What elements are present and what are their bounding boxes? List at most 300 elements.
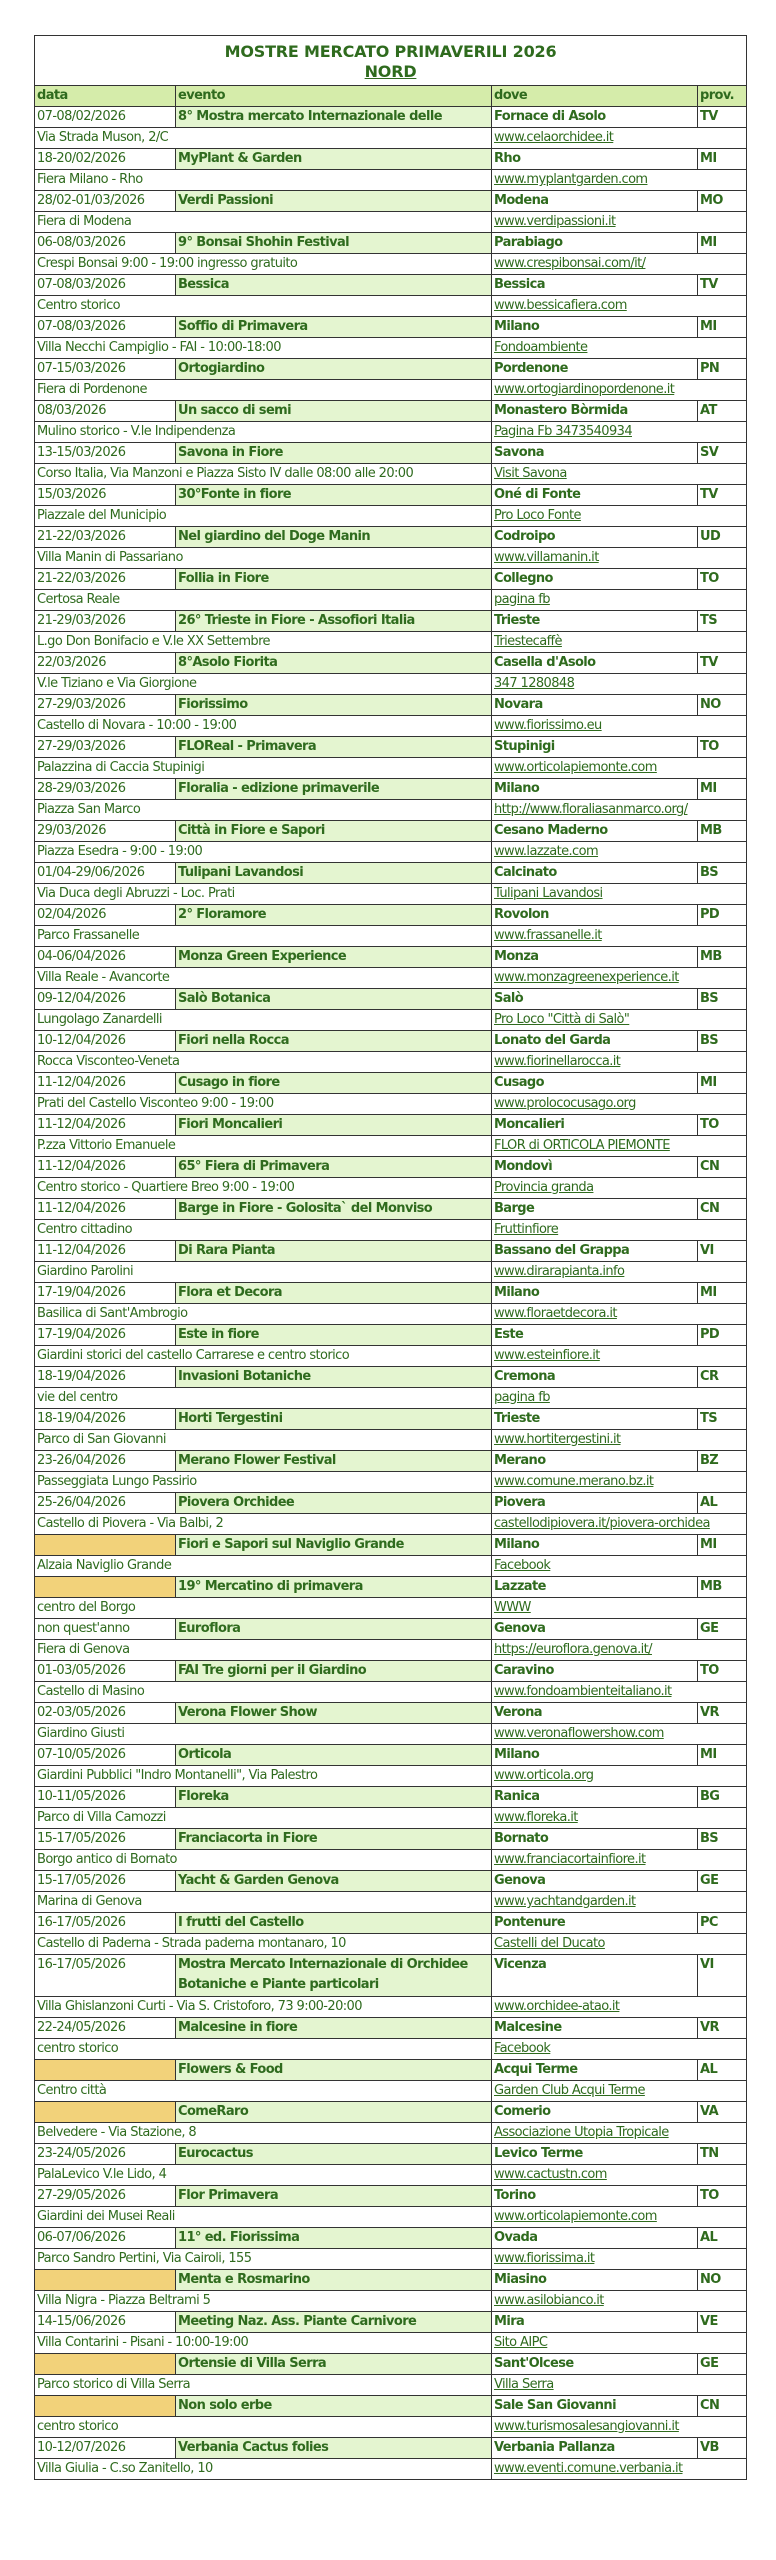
event-address: Giardino Giusti	[35, 1724, 492, 1745]
event-date: non quest'anno	[35, 1619, 176, 1640]
event-detail-row	[35, 1388, 747, 1409]
event-address: Fiera di Genova	[35, 1640, 492, 1661]
event-address: centro storico	[35, 2039, 492, 2060]
event-province: BG	[698, 1787, 747, 1808]
event-link[interactable]: www.orticolapiemonte.com	[494, 760, 657, 775]
event-date: 27-29/03/2026	[35, 695, 176, 716]
event-name: Un sacco di semi	[176, 401, 492, 422]
event-address: vie del centro	[35, 1388, 492, 1409]
event-province: UD	[698, 527, 747, 548]
event-row	[35, 1619, 747, 1640]
event-place: Oné di Fonte	[492, 485, 698, 506]
event-date: 07-08/03/2026	[35, 275, 176, 296]
event-name: Nel giardino del Doge Manin	[176, 527, 492, 548]
event-row	[35, 2270, 747, 2291]
event-link-cell	[492, 1010, 747, 1031]
event-name: I frutti del Castello	[176, 1913, 492, 1934]
event-link[interactable]: www.cactustn.com	[494, 2167, 607, 2182]
event-row	[35, 2354, 747, 2375]
event-place: Sale San Giovanni	[492, 2396, 698, 2417]
event-link-cell	[492, 1934, 747, 1955]
event-name: Ortogiardino	[176, 359, 492, 380]
event-place: Bornato	[492, 1829, 698, 1850]
event-detail-row	[35, 674, 747, 695]
event-link[interactable]: www.ortogiardinopordenone.it	[494, 382, 675, 397]
event-link[interactable]: Tulipani Lavandosi	[494, 886, 603, 901]
event-name: 30°Fonte in fiore	[176, 485, 492, 506]
event-row	[35, 1367, 747, 1388]
event-detail-row	[35, 170, 747, 191]
event-province: TS	[698, 1409, 747, 1430]
event-place: Codroipo	[492, 527, 698, 548]
event-detail-row	[35, 2291, 747, 2312]
event-province: VI	[698, 1241, 747, 1262]
event-address: Marina di Genova	[35, 1892, 492, 1913]
event-row	[35, 1325, 747, 1346]
event-row	[35, 2396, 747, 2417]
event-link[interactable]: Triestecaffè	[494, 634, 562, 649]
event-name: Follia in Fiore	[176, 569, 492, 590]
header-data: data	[35, 86, 176, 107]
event-link-cell	[492, 1808, 747, 1829]
event-address: Borgo antico di Bornato	[35, 1850, 492, 1871]
event-province: AL	[698, 1493, 747, 1514]
event-link-cell	[492, 2039, 747, 2060]
event-name: Fiori e Sapori sul Naviglio Grande	[176, 1535, 492, 1556]
event-name: Meeting Naz. Ass. Piante Carnivore	[176, 2312, 492, 2333]
event-link[interactable]: www.turismosalesangiovanni.it	[494, 2419, 679, 2434]
event-row	[35, 317, 747, 338]
event-link[interactable]: www.comune.merano.bz.it	[494, 1474, 654, 1489]
event-place: Savona	[492, 443, 698, 464]
event-place: Calcinato	[492, 863, 698, 884]
event-row	[35, 2060, 747, 2081]
event-detail-row	[35, 506, 747, 527]
event-link[interactable]: Fruttinfiore	[494, 1222, 559, 1237]
event-link-cell	[492, 1997, 747, 2018]
event-link-cell	[492, 2165, 747, 2186]
event-name: Menta e Rosmarino	[176, 2270, 492, 2291]
event-link-cell	[492, 128, 747, 149]
event-link[interactable]: Facebook	[494, 1558, 551, 1573]
event-link[interactable]: www.myplantgarden.com	[494, 172, 648, 187]
event-detail-row	[35, 1598, 747, 1619]
event-name: Este in fiore	[176, 1325, 492, 1346]
event-province: MB	[698, 947, 747, 968]
event-place: Rho	[492, 149, 698, 170]
event-address: Giardini dei Musei Reali	[35, 2207, 492, 2228]
event-province: MI	[698, 233, 747, 254]
event-place: Cremona	[492, 1367, 698, 1388]
event-detail-row	[35, 1934, 747, 1955]
event-date: 01-03/05/2026	[35, 1661, 176, 1682]
event-province: TV	[698, 275, 747, 296]
event-row	[35, 1787, 747, 1808]
event-link[interactable]: www.lazzate.com	[494, 844, 599, 859]
event-row	[35, 1829, 747, 1850]
event-detail-row	[35, 884, 747, 905]
event-date: 02-03/05/2026	[35, 1703, 176, 1724]
event-date	[35, 2102, 176, 2123]
event-place: Comerio	[492, 2102, 698, 2123]
event-address: Villa Nigra - Piazza Beltrami 5	[35, 2291, 492, 2312]
event-link[interactable]: http://www.floraliasanmarco.org/	[494, 802, 688, 817]
event-name: Monza Green Experience	[176, 947, 492, 968]
event-place: Milano	[492, 1745, 698, 1766]
event-address: Lungolago Zanardelli	[35, 1010, 492, 1031]
event-address: Rocca Visconteo-Veneta	[35, 1052, 492, 1073]
event-link-cell	[492, 1640, 747, 1661]
event-row	[35, 1703, 747, 1724]
event-name: Verdi Passioni	[176, 191, 492, 212]
event-place: Lazzate	[492, 1577, 698, 1598]
event-address: centro del Borgo	[35, 1598, 492, 1619]
event-detail-row	[35, 1514, 747, 1535]
event-province: NO	[698, 2270, 747, 2291]
event-row	[35, 779, 747, 800]
event-address: Parco di Villa Camozzi	[35, 1808, 492, 1829]
event-row	[35, 1745, 747, 1766]
event-link[interactable]: Pro Loco "Città di Salò"	[494, 1012, 630, 1027]
event-link[interactable]: Associazione Utopia Tropicale	[494, 2125, 669, 2140]
event-date: 15-17/05/2026	[35, 1829, 176, 1850]
event-date: 02/04/2026	[35, 905, 176, 926]
event-place: Trieste	[492, 1409, 698, 1430]
event-date: 11-12/04/2026	[35, 1073, 176, 1094]
event-name: Merano Flower Festival	[176, 1451, 492, 1472]
event-province: PD	[698, 1325, 747, 1346]
event-place: Cesano Maderno	[492, 821, 698, 842]
event-place: Novara	[492, 695, 698, 716]
event-link-cell	[492, 1346, 747, 1367]
event-date: 28/02-01/03/2026	[35, 191, 176, 212]
event-name: Bessica	[176, 275, 492, 296]
event-link[interactable]: www.orticolapiemonte.com	[494, 2209, 657, 2224]
event-address: Prati del Castello Visconteo 9:00 - 19:00	[35, 1094, 492, 1115]
event-place: Ranica	[492, 1787, 698, 1808]
event-link[interactable]: www.orchidee-atao.it	[494, 1999, 620, 2014]
event-link[interactable]: www.hortitergestini.it	[494, 1432, 621, 1447]
event-name: Salò Botanica	[176, 989, 492, 1010]
event-link[interactable]: Sito AIPC	[494, 2335, 548, 2350]
event-link[interactable]: Pagina Fb 3473540934	[494, 424, 632, 439]
event-address: Villa Manin di Passariano	[35, 548, 492, 569]
event-row	[35, 989, 747, 1010]
event-link-cell	[492, 296, 747, 317]
event-link-cell	[492, 1472, 747, 1493]
event-place: Modena	[492, 191, 698, 212]
event-date: 17-19/04/2026	[35, 1283, 176, 1304]
event-link[interactable]: www.asilobianco.it	[494, 2293, 604, 2308]
event-link-cell	[492, 1514, 747, 1535]
event-address: P.zza Vittorio Emanuele	[35, 1136, 492, 1157]
event-row	[35, 947, 747, 968]
event-name: Piovera Orchidee	[176, 1493, 492, 1514]
event-date: 11-12/04/2026	[35, 1199, 176, 1220]
event-link-cell	[492, 842, 747, 863]
event-province: MI	[698, 149, 747, 170]
event-link-cell	[492, 1724, 747, 1745]
event-province: TO	[698, 569, 747, 590]
event-detail-row	[35, 2417, 747, 2438]
event-detail-row	[35, 2333, 747, 2354]
event-detail-row	[35, 2123, 747, 2144]
event-place: Genova	[492, 1619, 698, 1640]
event-link[interactable]: www.franciacortainfiore.it	[494, 1852, 646, 1867]
event-row	[35, 1955, 747, 1997]
event-detail-row	[35, 968, 747, 989]
event-link-cell	[492, 1178, 747, 1199]
event-link[interactable]: Castelli del Ducato	[494, 1936, 605, 1951]
event-province: CN	[698, 2396, 747, 2417]
event-province: PD	[698, 905, 747, 926]
event-name: 65° Fiera di Primavera	[176, 1157, 492, 1178]
event-date: 11-12/04/2026	[35, 1241, 176, 1262]
event-row	[35, 863, 747, 884]
event-date: 07-10/05/2026	[35, 1745, 176, 1766]
event-address: Centro storico - Quartiere Breo 9:00 - 19:00	[35, 1178, 492, 1199]
event-date: 18-19/04/2026	[35, 1409, 176, 1430]
event-name: Orticola	[176, 1745, 492, 1766]
event-province: BS	[698, 1829, 747, 1850]
event-province: VI	[698, 1955, 747, 1997]
event-detail-row	[35, 1850, 747, 1871]
event-row	[35, 149, 747, 170]
event-province: MB	[698, 1577, 747, 1598]
event-link[interactable]: Garden Club Acqui Terme	[494, 2083, 645, 2098]
event-name: MyPlant & Garden	[176, 149, 492, 170]
event-link[interactable]: www.yachtandgarden.it	[494, 1894, 636, 1909]
event-row	[35, 2144, 747, 2165]
event-link[interactable]: www.orticola.org	[494, 1768, 594, 1783]
event-address: Basilica di Sant'Ambrogio	[35, 1304, 492, 1325]
event-link-cell	[492, 758, 747, 779]
event-name: Invasioni Botaniche	[176, 1367, 492, 1388]
event-link[interactable]: www.verdipassioni.it	[494, 214, 616, 229]
event-name: FAI Tre giorni per il Giardino	[176, 1661, 492, 1682]
event-link-cell	[492, 2333, 747, 2354]
event-row	[35, 905, 747, 926]
event-address: Villa Necchi Campiglio - FAI - 10:00-18:00	[35, 338, 492, 359]
event-date: 21-22/03/2026	[35, 569, 176, 590]
event-province: VR	[698, 1703, 747, 1724]
event-province: CR	[698, 1367, 747, 1388]
event-row	[35, 1157, 747, 1178]
event-link[interactable]: www.prolococusago.org	[494, 1096, 636, 1111]
event-link[interactable]: www.bessicafiera.com	[494, 298, 627, 313]
header-prov: prov.	[698, 86, 747, 107]
event-date: 10-11/05/2026	[35, 1787, 176, 1808]
event-link[interactable]: Provincia granda	[494, 1180, 594, 1195]
event-province: AL	[698, 2060, 747, 2081]
event-link[interactable]: pagina fb	[494, 592, 550, 607]
event-place: Stupinigi	[492, 737, 698, 758]
event-detail-row	[35, 464, 747, 485]
event-row	[35, 1913, 747, 1934]
event-place: Piovera	[492, 1493, 698, 1514]
event-link[interactable]: Visit Savona	[494, 466, 567, 481]
event-link[interactable]: Villa Serra	[494, 2377, 554, 2392]
event-row	[35, 359, 747, 380]
event-link[interactable]: FLOR di ORTICOLA PIEMONTE	[494, 1138, 670, 1153]
event-name: Eurocactus	[176, 2144, 492, 2165]
event-place: Bessica	[492, 275, 698, 296]
event-row	[35, 653, 747, 674]
event-link[interactable]: www.eventi.comune.verbania.it	[494, 2461, 683, 2476]
event-address: Centro città	[35, 2081, 492, 2102]
event-row	[35, 1493, 747, 1514]
event-name: Horti Tergestini	[176, 1409, 492, 1430]
event-detail-row	[35, 128, 747, 149]
event-row	[35, 1871, 747, 1892]
event-name: Ortensie di Villa Serra	[176, 2354, 492, 2375]
event-link-cell	[492, 674, 747, 695]
event-address: Castello di Masino	[35, 1682, 492, 1703]
event-address: Giardini Pubblici "Indro Montanelli", Via Palestro	[35, 1766, 492, 1787]
event-place: Casella d'Asolo	[492, 653, 698, 674]
event-place: Parabiago	[492, 233, 698, 254]
event-date: 10-12/04/2026	[35, 1031, 176, 1052]
event-name: Savona in Fiore	[176, 443, 492, 464]
event-detail-row	[35, 380, 747, 401]
event-province: MI	[698, 317, 747, 338]
event-link[interactable]: www.fiorissima.it	[494, 2251, 595, 2266]
event-place: Malcesine	[492, 2018, 698, 2039]
event-link[interactable]: www.celaorchidee.it	[494, 130, 614, 145]
event-link[interactable]: https://euroflora.genova.it/	[494, 1642, 652, 1657]
event-address: Alzaia Naviglio Grande	[35, 1556, 492, 1577]
event-province: BS	[698, 863, 747, 884]
event-name: Flor Primavera	[176, 2186, 492, 2207]
event-link-cell	[492, 422, 747, 443]
event-province: GE	[698, 1871, 747, 1892]
event-link-cell	[492, 1388, 747, 1409]
event-link-cell	[492, 1262, 747, 1283]
event-link-cell	[492, 2291, 747, 2312]
event-link[interactable]: WWW	[494, 1600, 531, 1615]
event-row	[35, 821, 747, 842]
event-date	[35, 2060, 176, 2081]
event-link[interactable]: www.fiorissimo.eu	[494, 718, 602, 733]
event-address: Parco storico di Villa Serra	[35, 2375, 492, 2396]
event-date	[35, 1535, 176, 1556]
event-address: Passeggiata Lungo Passirio	[35, 1472, 492, 1493]
event-link[interactable]: www.crespibonsai.com/it/	[494, 256, 646, 271]
event-province: CN	[698, 1157, 747, 1178]
event-link[interactable]: www.floreka.it	[494, 1810, 578, 1825]
event-date	[35, 2270, 176, 2291]
event-link[interactable]: 347 1280848	[494, 676, 575, 691]
event-place: Caravino	[492, 1661, 698, 1682]
event-date: 16-17/05/2026	[35, 1955, 176, 1997]
event-link-cell	[492, 800, 747, 821]
event-link[interactable]: www.floraetdecora.it	[494, 1306, 617, 1321]
event-date: 15-17/05/2026	[35, 1871, 176, 1892]
event-address: Fiera di Modena	[35, 212, 492, 233]
event-row	[35, 2186, 747, 2207]
event-name: Euroflora	[176, 1619, 492, 1640]
event-address: Via Duca degli Abruzzi - Loc. Prati	[35, 884, 492, 905]
event-detail-row	[35, 1136, 747, 1157]
event-link-cell	[492, 1052, 747, 1073]
event-address: Piazzale del Municipio	[35, 506, 492, 527]
event-province: TV	[698, 653, 747, 674]
event-place: Cusago	[492, 1073, 698, 1094]
event-province: TS	[698, 611, 747, 632]
event-link-cell	[492, 926, 747, 947]
event-name: 8°Asolo Fiorita	[176, 653, 492, 674]
event-name: Floreka	[176, 1787, 492, 1808]
event-link-cell	[492, 1598, 747, 1619]
event-detail-row	[35, 2249, 747, 2270]
event-province: BS	[698, 1031, 747, 1052]
event-link[interactable]: www.villamanin.it	[494, 550, 599, 565]
event-name: 11° ed. Fiorissima	[176, 2228, 492, 2249]
event-date: 17-19/04/2026	[35, 1325, 176, 1346]
event-link[interactable]: www.monzagreenexperience.it	[494, 970, 679, 985]
event-province: TV	[698, 485, 747, 506]
event-link[interactable]: www.fiorinellarocca.it	[494, 1054, 621, 1069]
event-row	[35, 1115, 747, 1136]
event-province: CN	[698, 1199, 747, 1220]
event-province: TO	[698, 737, 747, 758]
event-place: Torino	[492, 2186, 698, 2207]
event-detail-row	[35, 1472, 747, 1493]
event-row	[35, 233, 747, 254]
event-date: 07-08/03/2026	[35, 317, 176, 338]
event-date: 07-15/03/2026	[35, 359, 176, 380]
event-name: 8° Mostra mercato Internazionale delle	[176, 107, 492, 128]
event-row	[35, 2228, 747, 2249]
event-name: 2° Floramore	[176, 905, 492, 926]
event-link[interactable]: www.dirarapianta.info	[494, 1264, 625, 1279]
event-link-cell	[492, 1892, 747, 1913]
event-province: MI	[698, 1535, 747, 1556]
event-date: 11-12/04/2026	[35, 1157, 176, 1178]
event-place: Acqui Terme	[492, 2060, 698, 2081]
event-province: MI	[698, 1283, 747, 1304]
event-link-cell	[492, 1220, 747, 1241]
event-address: Via Strada Muson, 2/C	[35, 128, 492, 149]
event-address: Parco di San Giovanni	[35, 1430, 492, 1451]
event-row	[35, 2018, 747, 2039]
event-link[interactable]: www.veronaflowershow.com	[494, 1726, 664, 1741]
event-detail-row	[35, 2165, 747, 2186]
event-detail-row	[35, 1724, 747, 1745]
event-date: 27-29/03/2026	[35, 737, 176, 758]
sheet-title	[35, 36, 747, 86]
event-province: VE	[698, 2312, 747, 2333]
event-province: TO	[698, 2186, 747, 2207]
event-name: Non solo erbe	[176, 2396, 492, 2417]
event-link[interactable]: Facebook	[494, 2041, 551, 2056]
event-link[interactable]: www.esteinfiore.it	[494, 1348, 600, 1363]
event-row	[35, 1283, 747, 1304]
event-address: Parco Sandro Pertini, Via Cairoli, 155	[35, 2249, 492, 2270]
event-link[interactable]: Fondoambiente	[494, 340, 588, 355]
event-link[interactable]: www.fondoambienteitaliano.it	[494, 1684, 672, 1699]
event-province: MI	[698, 779, 747, 800]
event-row	[35, 1451, 747, 1472]
event-link[interactable]: castellodipiovera.it/piovera-orchidea	[494, 1516, 710, 1531]
event-link[interactable]: pagina fb	[494, 1390, 550, 1405]
event-link-cell	[492, 716, 747, 737]
event-date: 14-15/06/2026	[35, 2312, 176, 2333]
event-link[interactable]: Pro Loco Fonte	[494, 508, 581, 523]
event-place: Genova	[492, 1871, 698, 1892]
event-place: Milano	[492, 1535, 698, 1556]
event-link[interactable]: www.frassanelle.it	[494, 928, 602, 943]
